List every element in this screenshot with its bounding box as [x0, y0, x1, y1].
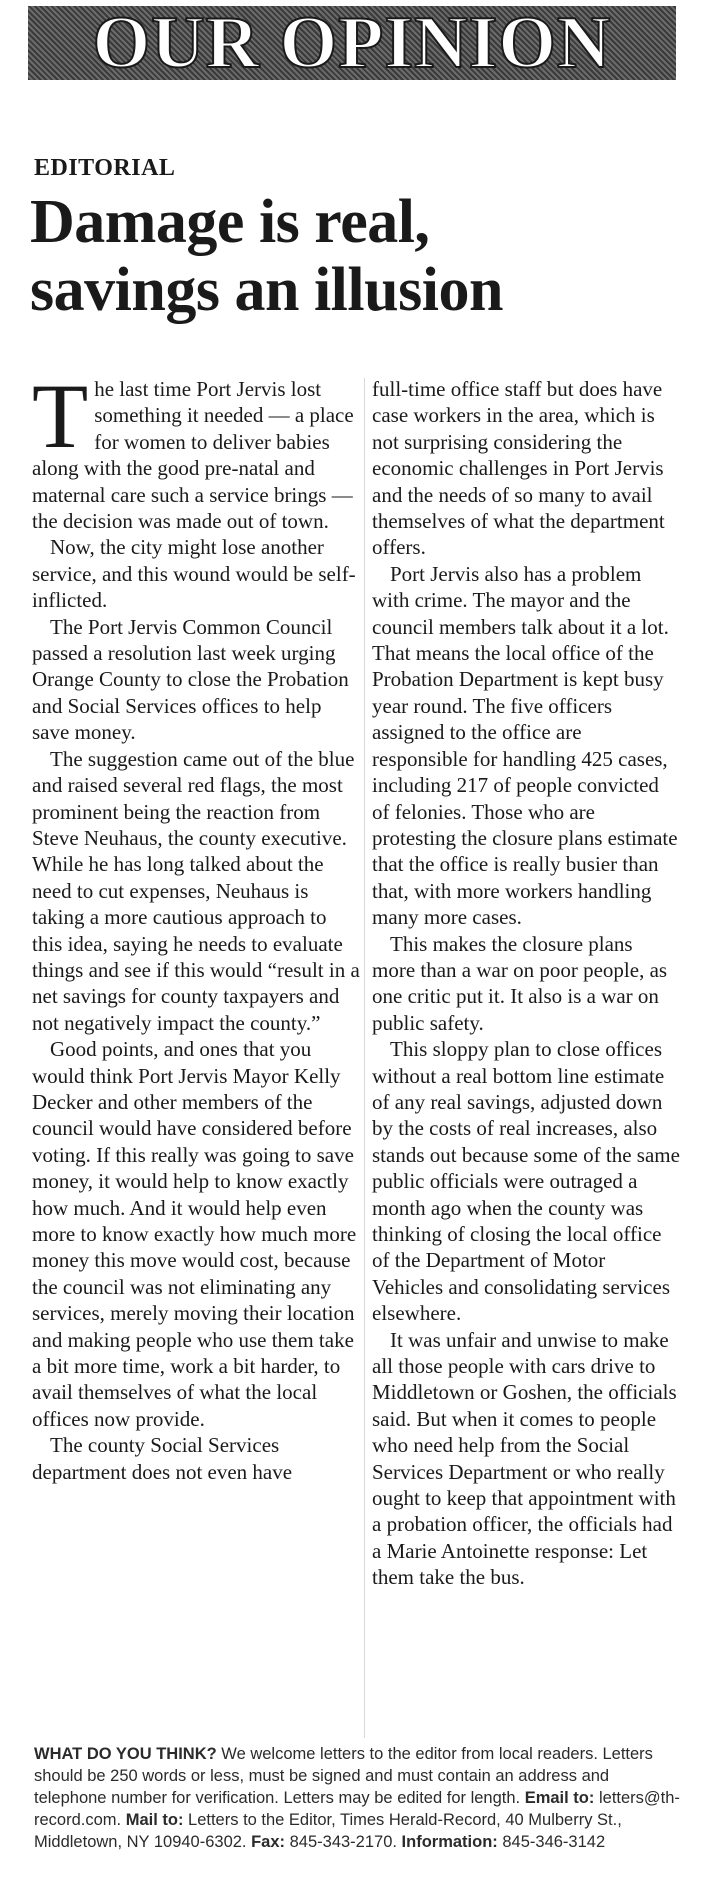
article-kicker: EDITORIAL	[34, 155, 176, 181]
article-paragraph: Port Jervis also has a problem with crime. The mayor and the council members talk about it a lot. That means the local office of the Probation Department is kept busy year round. The five officers assigned to the office are responsible for handling 425 cases, including 217 of people convicted of felonies. Those who are protesting the closure plans estimate that the office is really busier than that, with more workers handling many more cases.	[372, 561, 678, 930]
footer-lead: WHAT DO YOU THINK?	[34, 1745, 217, 1763]
paragraph-text: he last time Port Jervis lost something it needed — a place for women to deliver babies along with the good pre-natal and maternal care such a service brings — the decision was made out of town.	[32, 377, 354, 534]
column-divider	[364, 378, 365, 1738]
article-paragraph: The county Social Services department does not even have	[32, 1433, 293, 1484]
fax-number: 845-343-2170.	[285, 1833, 402, 1851]
info-label: Information:	[401, 1833, 498, 1851]
fax-label: Fax:	[251, 1833, 286, 1851]
email-address: letters@th-record.com.	[34, 1789, 680, 1829]
drop-cap: T	[32, 365, 89, 467]
article-paragraph	[32, 365, 360, 534]
letters-info-box	[34, 1743, 684, 1853]
article-paragraph: The Port Jervis Common Council passed a resolution last week urging Orange County to close the Probation and Social Services offices to help save money.	[32, 614, 349, 745]
article-headline	[30, 188, 680, 324]
article-paragraph: It was unfair and unwise to make all those people with cars drive to Middletown or Goshen, the officials said. But when it comes to people who need help from the Social Services Department or who really ought to keep that appointment with a probation officer, the officials had a Marie Antoinette response: Let them take the bus.	[372, 1327, 677, 1590]
article-paragraph: The suggestion came out of the blue and raised several red flags, the most prominent being the reaction from Steve Neuhaus, the county executive. While he has long talked about the need to cut expenses, Neuhaus is taking a more cautious approach to this idea, saying he needs to evaluate things and see if this would “result in a net savings for county taxpayers and not negatively impact the county.”	[32, 746, 360, 1035]
headline-line-1: Damage is real,	[30, 188, 430, 256]
headline-line-2: savings an illusion	[30, 256, 503, 324]
article-column-left	[32, 365, 360, 1485]
article-paragraph: This makes the closure plans more than a war on poor people, as one critic put it. It also is a war on public safety.	[372, 931, 668, 1035]
section-banner	[28, 2, 676, 84]
article-paragraph: full-time office staff but does have case workers in the area, which is not surprising considering the economic challenges in Port Jervis and the needs of so many to avail themselves of what the department offers.	[372, 377, 665, 560]
article-paragraph: This sloppy plan to close offices without a real bottom line estimate of any real savings, adjusted down by the costs of real increases, also stands out because some of the same public officials were outraged a month ago when the county was thinking of closing the local office of the Department of Motor Vehicles and consolidating services elsewhere.	[372, 1037, 680, 1326]
article-column-right	[372, 376, 680, 1591]
mail-address: Letters to the Editor, Times Herald-Record, 40 Mulberry St., Middletown, NY 10940-6302.	[34, 1811, 622, 1851]
mail-label: Mail to:	[125, 1811, 184, 1829]
article-paragraph: Good points, and ones that you would think Port Jervis Mayor Kelly Decker and other members of the council would have considered before voting. If this really was going to save money, it would help to know exactly how much. And it would help even more to know exactly how much more money this move would cost, because the council was not eliminating any services, merely moving their location and making people who use them take a bit more time, work a bit harder, to avail themselves of what the local offices now provide.	[32, 1037, 357, 1431]
info-number: 845-346-3142	[497, 1833, 606, 1851]
article-paragraph: Now, the city might lose another service, and this wound would be self-inflicted.	[32, 535, 356, 613]
email-label: Email to:	[524, 1789, 595, 1807]
section-title: OUR OPINION	[92, 2, 612, 84]
footer-text: We welcome letters to the editor from local readers. Letters should be 250 words or less, must be signed and must contain an address and telephone number for verification. Letters may be edited for length.	[34, 1745, 653, 1807]
